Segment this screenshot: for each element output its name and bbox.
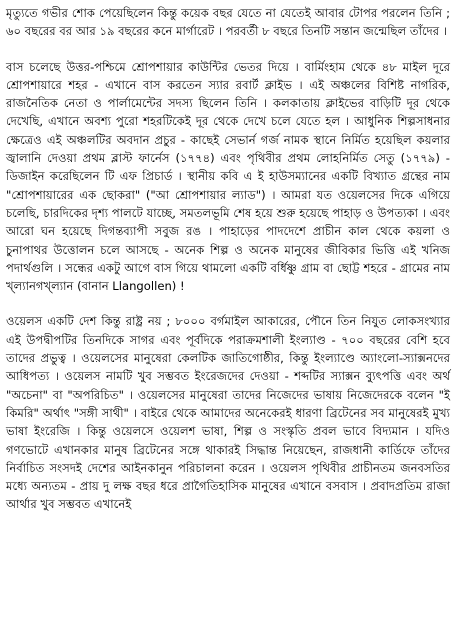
- paragraph-1: মৃত্যুতে গভীর শোক পেয়েছিলেন কিন্তু কয়েক বছর যেতে না যেতেই আবার টোপর পরলেন তিনি ; ৬০ বছরের বর আর ১৯ বছরের কনে মার্গারেট । পরবর্তী ৮ বছরে তিনটি সন্তান জন্মেছিল তাঁদের ।: [6, 6, 450, 39]
- paragraph-2: বাস চলেছে উত্তর-পশ্চিমে শ্রোপশায়ার কাউন্টির ভেতর দিয়ে । বার্মিংহাম থেকে ৪৮ মাইল দূরে শ্রোপশায়ারে শহর - এখানে বাস করতেন স্যার রবার্ট ক্লাইভ । এই অঞ্চলের বিশিষ্ট নাগরিক, রাজনৈতিক নেতা ও পার্লামেন্টের সদস্য ছিলেন তিনি । কলকাতায় ক্লাইভের বাড়িটি দূর থেকে দেখেছি, এখানে অবশ্য পুরো শহরটিকেই দূর থেকে দেখে চলে যেতে হল । আধুনিক শিল্পসাধনার ক্ষেত্রেও এই অঞ্চলটির অবদান প্রচুর - কাছেই সেভার্ন গর্জ নামক স্থানে নির্মিত হয়েছিল কয়লার জ্বালানি দেওয়া প্রথম ব্লাস্ট ফার্নেস (১৭৭৪) এবং পৃথিবীর প্রথম লোহনির্মিত সেতু (১৭৭৯) - ডিজাইন করেছিলেন টি এফ প্রিচার্ড । স্থানীয় কবি এ ই হাউসম্যানের একটি বিখ্যাত গ্রন্থের নাম "শ্রোপশায়ারের এক ছোকরা" ("আ শ্রোপশায়ার ল্যাড") । আমরা যত ওয়েলসের দিকে এগিয়ে চলেছি, চারদিকের দৃশ্য পালটে যাচ্ছে, সমতলভূমি শেষ হয়ে শুরু হয়েছে পাহাড় ও উপত্যকা । এবং আরো ঘন হয়েছে দিগন্তব্যাপী সবুজ রঙ । পাহাড়ের পাদদেশে প্রাচীন কাল থেকে কয়লা ও চুনাপাথর উত্তোলন চলে আসছে - অনেক শিল্প ও অনেক মানুষের জীবিকার ভিত্তি এই খনিজ পদার্থগুলি । সন্ধের একটু আগে বাস গিয়ে থামলো একটি বর্ধিষ্ণু গ্রাম বা ছোট্ট শহরে - গ্রামের নাম খ্ল্যানগখ্ল্যান (বানান Llangollen) !: [6, 59, 450, 294]
- paragraph-gap: [6, 295, 450, 312]
- paragraph-gap: [6, 41, 450, 58]
- paragraph-3: ওয়েলস একটি দেশ কিন্তু রাষ্ট্র নয় ; ৮০০০ বর্গমাইল আকারের, পৌনে তিন নিযুত লোকসংখ্যার এই উপদ্বীপটির তিনদিকে সাগর এবং পূর্বদিকে পরাক্রমশালী ইংল্যাণ্ড - ৭০০ বছরের বেশি হবে তাদের প্রভুত্ব । ওয়েলসের মানুষেরা কেলটিক জাতিগোষ্ঠীর, কিন্তু ইংল্যাণ্ডে অ্যাংলো-স্যাক্সনদের আধিপত্য । ওয়েলস নামটি খুব সম্ভবত ইংরেজদের দেওয়া - শব্দটির স্যাক্সন ব্যুৎপত্তি এবং অর্থ "অচেনা" বা "অপরিচিত" । ওয়েলসের মানুষেরা তাদের নিজেদের ভাষায় নিজেদেরকে বলেন "ই কিমরি" অর্থাৎ "সঙ্গী সাথী" । বাইরে থেকে আমাদের অনেকেরই ধারণা ব্রিটেনের সব মানুষেরই মুখ্য ভাষা ইংরেজি । কিন্তু ওয়েলসে ওয়েলশ ভাষা, শিল্প ও সংস্কৃতি প্রবল ভাবে বিদ্যমান । যদিও গণভোটে এখানকার মানুষ ব্রিটেনের সঙ্গে থাকারই সিদ্ধান্ত নিয়েছেন, রাজধানী কার্ডিফে তাঁদের নির্বাচিত সংসদই দেশের আইনকানুন পরিচালনা করেন । ওয়েলস পৃথিবীর প্রাচীনতম জনবসতির মধ্যে অন্যতম - প্রায় দু লক্ষ বছর ধরে প্রাগৈতিহাসিক মানুষের এখানে বসবাস । প্রবাদপ্রতিম রাজা আর্থার খুব সম্ভবত এখানেই: [6, 314, 450, 512]
